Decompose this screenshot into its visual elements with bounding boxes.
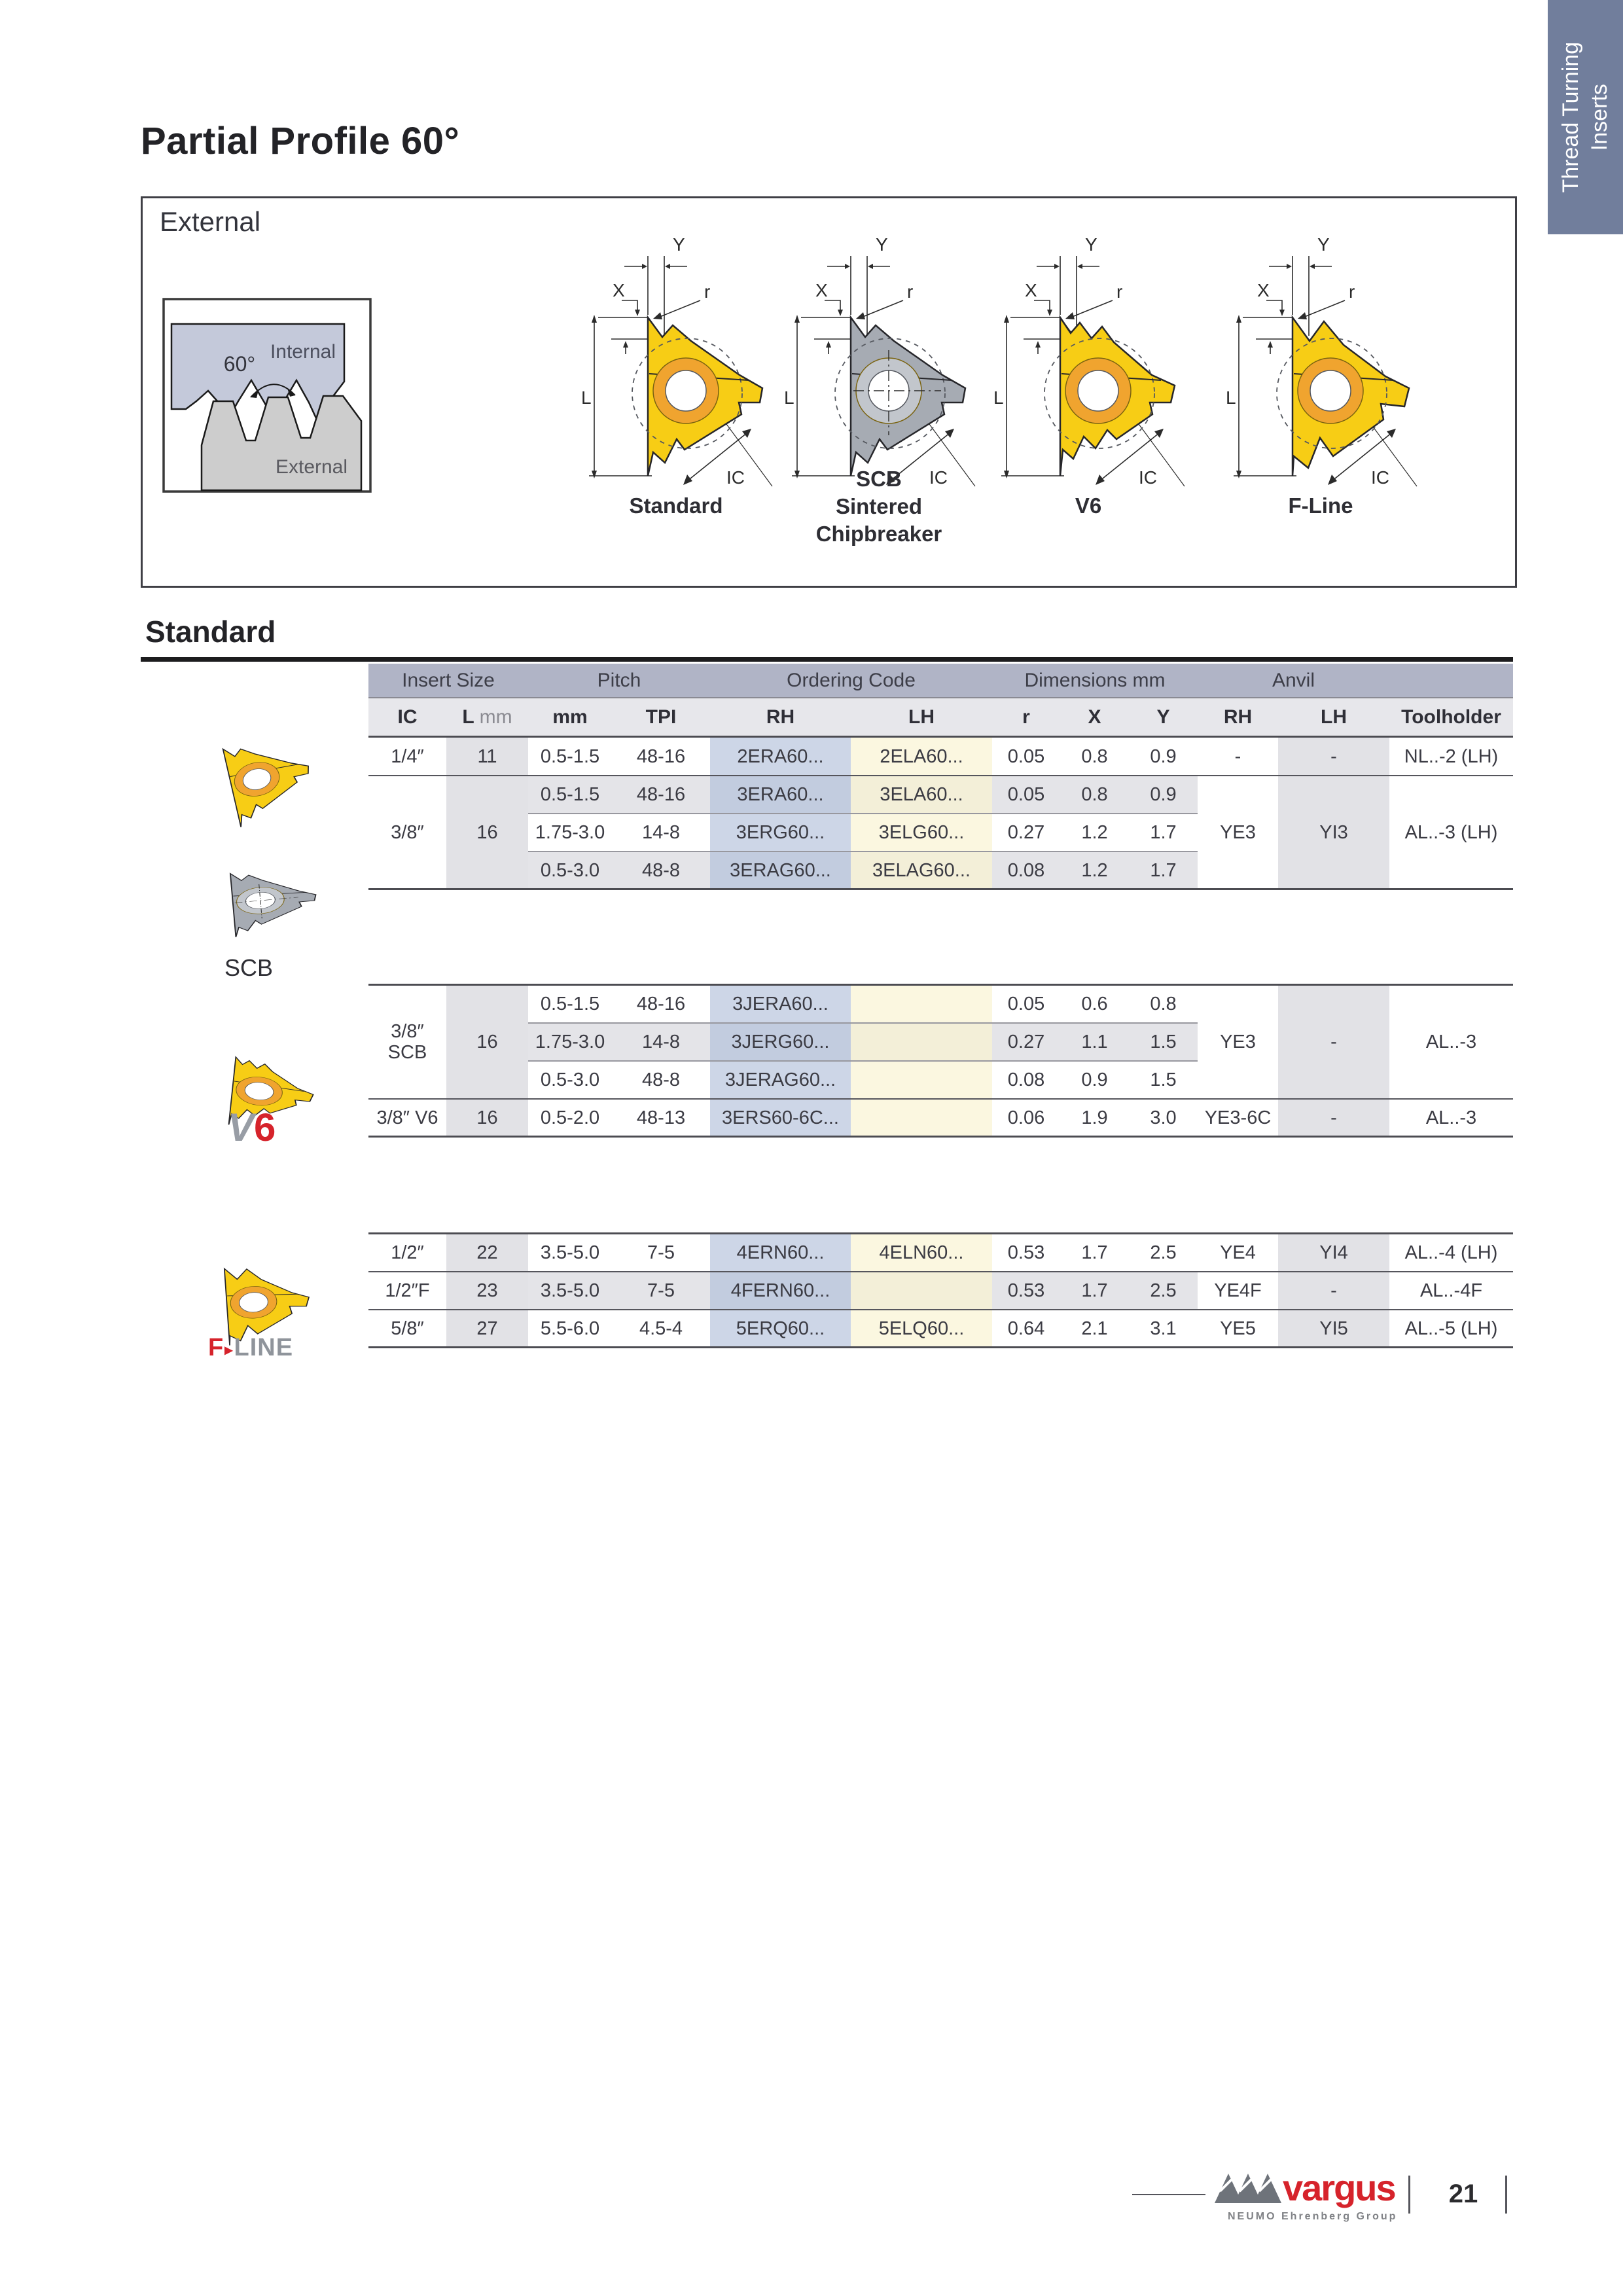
external-box-label: External: [160, 206, 261, 237]
side-tab-line1: Thread Turning: [1558, 41, 1584, 193]
group-header-empty: [1389, 664, 1513, 697]
cell-dim-r: 0.53: [992, 1272, 1060, 1310]
cell-pitch-mm: 1.75-3.0: [528, 1023, 612, 1061]
table-divider: [368, 1098, 1513, 1100]
cell-ordering-code-lh: 4ELN60...: [851, 1234, 992, 1272]
col-header-l: [446, 697, 528, 738]
cell-ordering-code-lh: 3ELA60...: [851, 776, 992, 814]
svg-text:X: X: [1025, 280, 1037, 300]
cell-anvil-lh: YI5: [1278, 1310, 1389, 1348]
page-title: Partial Profile 60°: [141, 120, 460, 162]
table-divider: [368, 984, 1513, 986]
brand-name: vargus: [1283, 2167, 1395, 2208]
cell-dim-y: 1.7: [1150, 821, 1177, 843]
cell-dim-x: 1.9: [1081, 1107, 1108, 1128]
cell-dim-x: 1.7: [1060, 1272, 1129, 1310]
thread-profile-diagram: [162, 298, 373, 494]
col-header-tpi: TPI: [645, 706, 677, 728]
cell-ordering-code-rh: 2ERA60...: [710, 738, 851, 776]
insert-label-scb-2: Sintered: [835, 493, 923, 518]
insert-diagram-v6: [987, 219, 1190, 501]
table-divider: [368, 1232, 1513, 1234]
section-rule: [141, 657, 1513, 662]
cell-pitch-mm: 0.5-2.0: [540, 1107, 600, 1128]
cell-pitch-tpi: 48-8: [612, 852, 710, 889]
cell-toolholder: AL..-4F: [1419, 1280, 1483, 1301]
svg-text:r: r: [1116, 281, 1123, 302]
insert-label-fline: F-Line: [1288, 493, 1353, 518]
fline-logo-arrow-icon: ▶: [224, 1344, 233, 1356]
cell-pitch-mm: 3.5-5.0: [528, 1272, 612, 1310]
cell-insert-size-ic: 1/2″F: [385, 1280, 430, 1301]
cell-anvil-rh: YE3: [1220, 821, 1256, 843]
brand-w-mark-icon: [1215, 2172, 1283, 2204]
cell-dim-r: 0.05: [1007, 745, 1045, 767]
cell-insert-size-l: 16: [446, 776, 528, 889]
svg-text:X: X: [1257, 280, 1270, 300]
svg-text:IC: IC: [1371, 467, 1389, 488]
cell-anvil-lh: -: [1278, 985, 1389, 1099]
cell-anvil-rh: YE5: [1220, 1318, 1256, 1339]
cell-dim-y: 1.5: [1129, 1023, 1198, 1061]
cell-dim-y: 2.5: [1129, 1272, 1198, 1310]
svg-text:L: L: [784, 387, 794, 408]
cell-pitch-tpi: 14-8: [612, 1023, 710, 1061]
group-header-anvil: Anvil: [1272, 669, 1315, 691]
cell-ordering-code-rh: 4FERN60...: [710, 1272, 851, 1310]
svg-text:Y: Y: [1085, 234, 1097, 255]
svg-text:r: r: [704, 281, 711, 302]
cell-anvil-lh: YI4: [1278, 1234, 1389, 1272]
standard-insert-table: [368, 664, 1513, 1351]
cell-anvil-lh: -: [1278, 1272, 1389, 1310]
svg-text:Y: Y: [876, 234, 888, 255]
cell-pitch-mm: 3.5-5.0: [540, 1242, 600, 1263]
cell-insert-size-ic: 3/8″ V6: [376, 1107, 438, 1128]
cell-pitch-mm: 1.75-3.0: [535, 821, 605, 843]
cell-dim-x: 0.8: [1081, 745, 1108, 767]
svg-text:IC: IC: [929, 467, 948, 488]
col-header-l-letter: L: [462, 706, 474, 728]
brand-subtitle: NEUMO Ehrenberg Group: [1228, 2211, 1398, 2222]
svg-text:X: X: [613, 280, 625, 300]
cell-insert-size-l: 16: [446, 985, 528, 1099]
cell-dim-y: 0.9: [1129, 776, 1198, 814]
insert-label-v6: V6: [1075, 493, 1102, 518]
cell-toolholder: AL..-4 (LH): [1404, 1242, 1498, 1263]
svg-text:IC: IC: [726, 467, 745, 488]
cell-anvil-rh: YE3-6C: [1204, 1107, 1272, 1128]
col-header-ic: IC: [397, 706, 418, 728]
cell-dim-x: 1.7: [1081, 1242, 1108, 1263]
angle-label: 60°: [223, 352, 256, 376]
cell-ordering-code-rh: 3ERS60-6C...: [710, 1099, 851, 1137]
col-header-l-unit: mm: [479, 706, 512, 728]
insert-label-scb-3: Chipbreaker: [815, 521, 942, 546]
external-label: External: [275, 456, 348, 478]
table-column-header-row: [368, 697, 1513, 738]
side-tab-line2: Inserts: [1587, 83, 1613, 151]
insert-diagram-standard: [575, 219, 777, 501]
svg-text:Y: Y: [673, 234, 685, 255]
cell-toolholder: NL..-2 (LH): [1404, 745, 1499, 767]
table-divider: [528, 813, 1198, 814]
fline-logo-line: LINE: [234, 1334, 294, 1361]
cell-insert-size-l: 16: [446, 1099, 528, 1137]
cell-pitch-mm: 0.5-3.0: [528, 852, 612, 889]
page-number: 21: [1448, 2179, 1478, 2208]
cell-toolholder: AL..-5 (LH): [1404, 1318, 1498, 1339]
cell-anvil-lh: -: [1278, 1099, 1389, 1137]
table-block-2: [368, 1234, 1513, 1348]
table-divider: [368, 1309, 1513, 1310]
external-diagram-box: [141, 196, 1517, 588]
svg-text:r: r: [907, 281, 914, 302]
cell-pitch-tpi: 7-5: [647, 1242, 675, 1263]
internal-label: Internal: [270, 341, 336, 363]
cell-insert-size-l: 23: [446, 1272, 528, 1310]
cell-dim-x: 1.2: [1060, 852, 1129, 889]
cell-ordering-code-lh: 5ELQ60...: [851, 1310, 992, 1348]
cell-ordering-code-rh: 4ERN60...: [710, 1234, 851, 1272]
cell-anvil-lh: YI3: [1278, 776, 1389, 889]
cell-pitch-tpi: 48-8: [641, 1069, 681, 1090]
cell-ordering-code-rh: 3ERAG60...: [710, 852, 851, 889]
cell-toolholder: AL..-3: [1425, 1031, 1477, 1052]
scb-image-label: SCB: [224, 954, 274, 981]
cell-dim-r: 0.06: [1007, 1107, 1045, 1128]
side-tab-thread-turning-inserts: [1548, 0, 1623, 234]
fline-logo-f: F: [208, 1334, 224, 1361]
v6-logo-v: V: [228, 1105, 255, 1149]
cell-insert-size-ic: 3/8″: [391, 821, 424, 843]
cell-dim-r: 0.05: [1007, 993, 1045, 1014]
cell-ordering-code-lh: 2ELA60...: [851, 738, 992, 776]
table-divider: [368, 1271, 1513, 1272]
cell-insert-size-ic: 1/2″: [391, 1242, 424, 1263]
insert-label-scb-1: SCB: [856, 467, 902, 491]
cell-ordering-code-lh: [851, 1272, 992, 1310]
col-header-lh: LH: [908, 706, 935, 728]
cell-toolholder: AL..-3 (LH): [1404, 821, 1498, 843]
v6-logo: [228, 1105, 276, 1150]
cell-anvil-rh: YE3: [1220, 1031, 1256, 1052]
cell-dim-y: 3.0: [1150, 1107, 1177, 1128]
cell-pitch-tpi: 7-5: [612, 1272, 710, 1310]
cell-ordering-code-lh: [851, 1023, 992, 1061]
cell-ordering-code-lh: [851, 985, 992, 1023]
table-divider: [368, 697, 1513, 698]
group-header-insert-size: Insert Size: [402, 669, 495, 691]
footer-divider: [1408, 2176, 1410, 2214]
cell-ordering-code-rh: 5ERQ60...: [710, 1310, 851, 1348]
cell-ordering-code-lh: [851, 1061, 992, 1099]
cell-insert-size-ic: 5/8″: [391, 1318, 424, 1339]
cell-ordering-code-rh: 3ERA60...: [710, 776, 851, 814]
product-image-scb: [173, 826, 330, 954]
table-group-header-row: [368, 664, 1513, 697]
cell-insert-size-l: 11: [446, 738, 528, 776]
cell-dim-x: 0.8: [1060, 776, 1129, 814]
cell-ordering-code-lh: 3ELAG60...: [851, 852, 992, 889]
cell-anvil-rh: YE4F: [1214, 1280, 1262, 1301]
cell-ordering-code-rh: 3JERAG60...: [710, 1061, 851, 1099]
cell-dim-y: 0.9: [1150, 745, 1177, 767]
fline-logo: [208, 1334, 293, 1362]
brand-logo: [1215, 2167, 1395, 2208]
cell-dim-y: 2.5: [1150, 1242, 1177, 1263]
table-divider: [368, 775, 1513, 776]
col-header-anvil-lh: LH: [1321, 706, 1347, 728]
table-divider: [528, 851, 1198, 852]
cell-dim-r: 0.27: [1007, 821, 1045, 843]
group-header-pitch: Pitch: [597, 669, 641, 691]
svg-text:L: L: [581, 387, 592, 408]
col-header-mm: mm: [552, 706, 588, 728]
cell-insert-size-ic: 3/8″ SCB: [387, 1020, 427, 1063]
table-divider: [368, 1346, 1513, 1348]
group-header-ordering-code: Ordering Code: [787, 669, 916, 691]
cell-pitch-tpi: 48-16: [636, 993, 686, 1014]
cell-ordering-code-rh: 3JERA60...: [710, 985, 851, 1023]
svg-text:Y: Y: [1317, 234, 1330, 255]
cell-dim-x: 1.2: [1081, 821, 1108, 843]
cell-ordering-code-lh: [851, 1099, 992, 1137]
cell-dim-r: 0.64: [1007, 1318, 1045, 1339]
cell-anvil-lh: -: [1278, 738, 1389, 776]
cell-pitch-tpi: 48-16: [612, 776, 710, 814]
svg-text:r: r: [1349, 281, 1355, 302]
cell-dim-r: 0.08: [992, 852, 1060, 889]
cell-insert-size-l: 22: [446, 1234, 528, 1272]
cell-pitch-tpi: 4.5-4: [639, 1318, 683, 1339]
footer-divider: [1505, 2176, 1507, 2214]
col-header-anvil-rh: RH: [1223, 706, 1253, 728]
cell-insert-size-ic: 1/4″: [391, 745, 424, 767]
cell-dim-r: 0.08: [1007, 1069, 1045, 1090]
cell-pitch-mm: 0.5-3.0: [540, 1069, 600, 1090]
col-header-toolholder: Toolholder: [1401, 706, 1501, 728]
table-divider: [368, 736, 1513, 738]
table-divider: [368, 888, 1513, 890]
cell-ordering-code-rh: 3JERG60...: [710, 1023, 851, 1061]
table-divider: [528, 1022, 1198, 1024]
table-divider: [528, 1060, 1198, 1062]
cell-pitch-mm: 0.5-1.5: [528, 776, 612, 814]
cell-anvil-rh: -: [1234, 745, 1241, 767]
insert-label-standard: Standard: [629, 493, 723, 518]
col-header-r: r: [1022, 706, 1030, 728]
svg-text:L: L: [1226, 387, 1236, 408]
cell-pitch-tpi: 14-8: [641, 821, 681, 843]
cell-dim-x: 1.1: [1060, 1023, 1129, 1061]
cell-ordering-code-rh: 3ERG60...: [710, 814, 851, 852]
cell-dim-y: 1.7: [1129, 852, 1198, 889]
cell-pitch-mm: 0.5-1.5: [540, 745, 600, 767]
cell-pitch-mm: 5.5-6.0: [540, 1318, 600, 1339]
insert-diagram-scb: [777, 219, 980, 501]
cell-dim-y: 0.8: [1150, 993, 1177, 1014]
cell-dim-r: 0.05: [992, 776, 1060, 814]
group-header-dimensions: Dimensions mm: [1024, 669, 1166, 691]
insert-label-scb: [777, 465, 980, 548]
cell-dim-x: 0.6: [1081, 993, 1108, 1014]
v6-logo-six: 6: [254, 1105, 276, 1149]
cell-dim-x: 2.1: [1081, 1318, 1108, 1339]
cell-pitch-mm: 0.5-1.5: [540, 993, 600, 1014]
cell-dim-x: 0.9: [1081, 1069, 1108, 1090]
cell-dim-y: 3.1: [1150, 1318, 1177, 1339]
cell-pitch-tpi: 48-16: [636, 745, 686, 767]
cell-dim-r: 0.27: [992, 1023, 1060, 1061]
cell-dim-y: 1.5: [1150, 1069, 1177, 1090]
col-header-rh: RH: [766, 706, 795, 728]
section-title: Standard: [145, 615, 276, 649]
svg-text:X: X: [815, 280, 828, 300]
col-header-y: Y: [1156, 706, 1170, 728]
table-divider: [368, 1136, 1513, 1138]
cell-insert-size-l: 27: [446, 1310, 528, 1348]
cell-anvil-rh: YE4: [1220, 1242, 1256, 1263]
insert-diagram-fline: [1219, 219, 1422, 501]
col-header-x: X: [1088, 706, 1101, 728]
footer-rule: [1132, 2194, 1205, 2195]
cell-toolholder: AL..-3: [1425, 1107, 1477, 1128]
cell-dim-r: 0.53: [1007, 1242, 1045, 1263]
svg-text:IC: IC: [1139, 467, 1157, 488]
cell-pitch-tpi: 48-13: [636, 1107, 686, 1128]
cell-ordering-code-lh: 3ELG60...: [851, 814, 992, 852]
svg-text:L: L: [993, 387, 1004, 408]
